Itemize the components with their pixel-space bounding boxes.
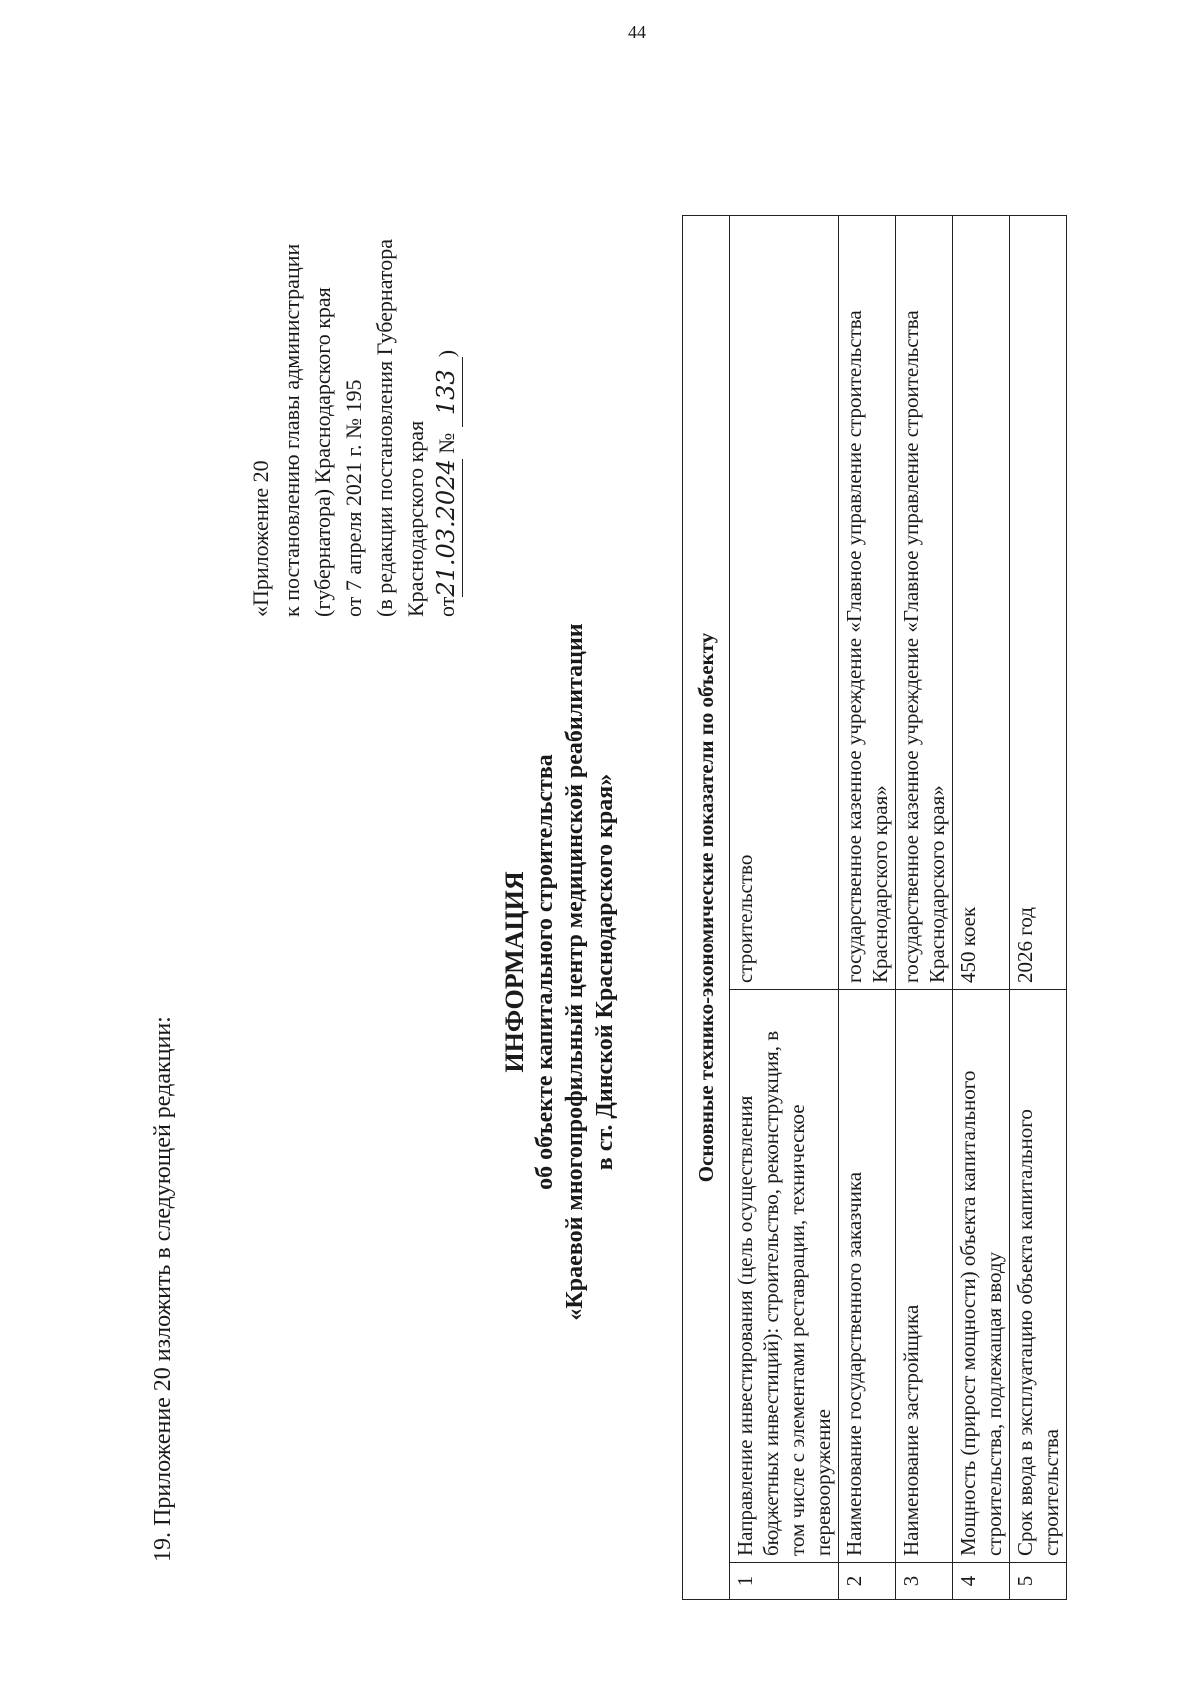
approval-line-6: Краснодарского края xyxy=(403,420,428,617)
row-value: государственное казенное учреждение «Главное управление строительства Краснодарского края» xyxy=(896,216,953,990)
approval-block xyxy=(245,117,463,617)
document-heading xyxy=(500,272,620,1672)
heading-title: ИНФОРМАЦИЯ xyxy=(500,871,529,1073)
approval-line-1: «Приложение 20 xyxy=(248,460,273,617)
row-value: 2026 год xyxy=(1010,216,1067,990)
approval-line-2: к постановлению главы администрации xyxy=(279,243,304,617)
row-number: 2 xyxy=(839,1563,896,1600)
approval-line-3: (губернатора) Краснодарского края xyxy=(310,287,335,617)
handwritten-date: 21.03.2024 xyxy=(431,459,463,596)
row-name: Мощность (прирост мощности) объекта капитального строительства, подлежащая вводу xyxy=(953,990,1010,1563)
row-number: 4 xyxy=(953,1563,1010,1600)
row-name: Направление инвестирования (цель осуществления бюджетных инвестиций): строительство, реконструкция, в том числе с элементами реставрации, техническое перевооружение xyxy=(730,990,839,1563)
row-value: строительство xyxy=(730,216,839,990)
row-name: Наименование государственного заказчика xyxy=(839,990,896,1563)
approval-line-4: от 7 апреля 2021 г. № 195 xyxy=(341,379,366,617)
table-row xyxy=(730,216,839,1600)
table-header-row xyxy=(683,216,730,1600)
heading-line-3: «Краевой многопрофильный центр медицинской реабилитации xyxy=(562,623,588,1321)
heading-line-2: об объекте капитального строительства xyxy=(532,754,558,1190)
row-number: 3 xyxy=(896,1563,953,1600)
row-value: государственное казенное учреждение «Главное управление строительства Краснодарского края» xyxy=(839,216,896,990)
intro-line: 19. Приложение 20 изложить в следующей редакции: xyxy=(150,1016,176,1562)
indicators-table xyxy=(682,215,1067,1600)
table-row xyxy=(839,216,896,1600)
handwritten-number: 133 xyxy=(431,357,463,427)
page-number: 44 xyxy=(628,22,646,42)
row-name: Наименование застройщика xyxy=(896,990,953,1563)
heading-line-4: в ст. Динской Краснодарского края» xyxy=(592,773,618,1171)
number-prefix: № xyxy=(434,432,459,454)
table-row xyxy=(1010,216,1067,1600)
approval-line-5: (в редакции постановления Губернатора xyxy=(372,239,397,617)
row-value: 450 коек xyxy=(953,216,1010,990)
table-header: Основные технико-экономические показатели по объекту xyxy=(683,216,730,1600)
table-row xyxy=(953,216,1010,1600)
row-name: Срок ввода в эксплуатацию объекта капитального строительства xyxy=(1010,990,1067,1563)
row-number: 1 xyxy=(730,1563,839,1600)
table-row xyxy=(896,216,953,1600)
rotated-sheet xyxy=(0,22,1100,1672)
row-number: 5 xyxy=(1010,1563,1067,1600)
closing-paren: ) xyxy=(434,349,459,358)
approval-date-line xyxy=(431,117,463,617)
date-prefix: от xyxy=(434,596,459,617)
